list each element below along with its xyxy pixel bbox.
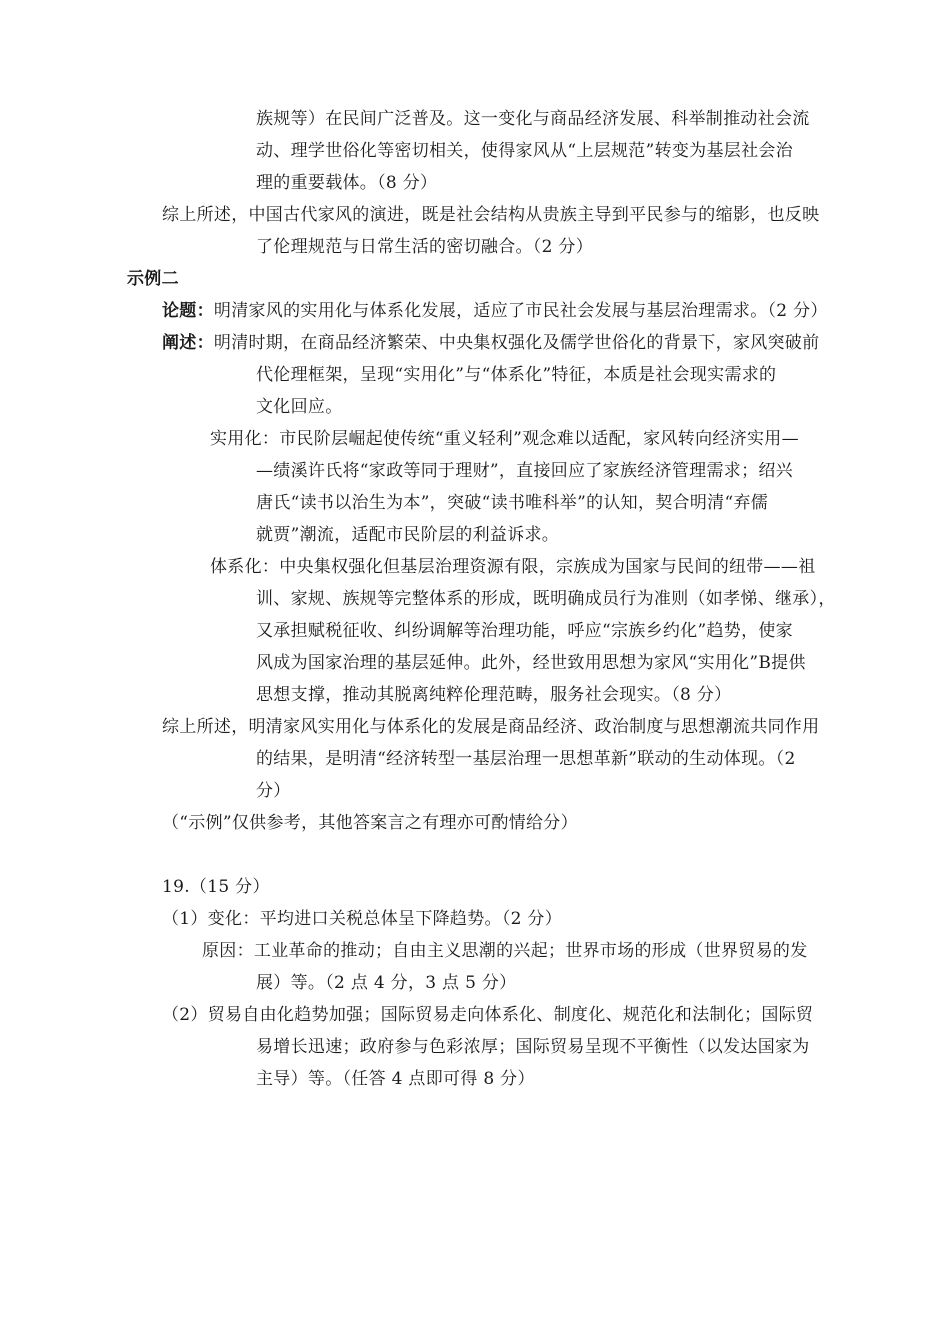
- note-line: （“示例”仅供参考，其他答案言之有理亦可酌情给分）: [162, 813, 578, 833]
- answer-line: 主导）等。（任答 4 点即可得 8 分）: [256, 1069, 535, 1089]
- practical-line: —绩溪许氏将“家政等同于理财”，直接回应了家族经济管理需求；绍兴: [256, 461, 793, 481]
- paragraph-line: 理的重要载体。（8 分）: [256, 173, 438, 193]
- practical-line: 唐氏“读书以治生为本”，突破“读书唯科举”的认知，契合明清“弃儒: [256, 493, 769, 513]
- elaboration-label: 阐述：: [162, 333, 214, 353]
- elaboration-line: 代伦理框架，呈现“实用化”与“体系化”特征，本质是社会现实需求的: [256, 365, 777, 385]
- paragraph-line: 族规等）在民间广泛普及。这一变化与商品经济发展、科举制推动社会流: [256, 109, 810, 129]
- thesis-text: 明清家风的实用化与体系化发展，适应了市民社会发展与基层治理需求。（2 分）: [213, 301, 828, 321]
- thesis-label: 论题：: [162, 301, 214, 321]
- paragraph-line: 动、理学世俗化等密切相关，使得家风从“上层规范”转变为基层社会治: [256, 141, 793, 161]
- answer-line: （1）变化：平均进口关税总体呈下降趋势。（2 分）: [162, 909, 563, 929]
- system-line: 风成为国家治理的基层延伸。此外，经世致用思想为家风“实用化”B提供: [256, 653, 806, 673]
- practical-line: 就贾”潮流，适配市民阶层的利益诉求。: [256, 525, 560, 545]
- system-line: 训、家规、族规等完整体系的形成，既明确成员行为准则（如孝悌、继承），: [256, 589, 836, 609]
- summary-line: 分）: [256, 781, 291, 801]
- elaboration-line: [162, 332, 819, 354]
- practical-line: 实用化：市民阶层崛起使传统“重义轻利”观念难以适配，家风转向经济实用—: [210, 429, 799, 449]
- question-title: 19.（15 分）: [162, 877, 270, 897]
- summary-line: 的结果，是明清“经济转型一基层治理一思想革新”联动的生动体现。（2: [256, 749, 796, 769]
- answer-line: （2）贸易自由化趋势加强；国际贸易走向体系化、制度化、规范化和法制化；国际贸: [162, 1005, 814, 1025]
- elaboration-line: 文化回应。: [256, 397, 343, 417]
- thesis-line: [162, 300, 828, 322]
- example-heading: 示例二: [127, 269, 179, 289]
- system-line: 思想支撑，推动其脱离纯粹伦理范畴，服务社会现实。（8 分）: [256, 685, 732, 705]
- summary-line: 了伦理规范与日常生活的密切融合。（2 分）: [256, 237, 594, 257]
- system-line: 体系化：中央集权强化但基层治理资源有限，宗族成为国家与民间的纽带——祖: [210, 557, 816, 577]
- answer-line: 展）等。（2 点 4 分，3 点 5 分）: [256, 973, 517, 993]
- system-line: 又承担赋税征收、纠纷调解等治理功能，呼应“宗族乡约化”趋势，使家: [256, 621, 793, 641]
- answer-line: 易增长迅速；政府参与色彩浓厚；国际贸易呈现不平衡性（以发达国家为: [256, 1037, 810, 1057]
- summary-line: 综上所述，中国古代家风的演进，既是社会结构从贵族主导到平民参与的缩影，也反映: [162, 205, 820, 225]
- summary-line: 综上所述，明清家风实用化与体系化的发展是商品经济、政治制度与思想潮流共同作用: [162, 717, 820, 737]
- elaboration-text: 明清时期，在商品经济繁荣、中央集权强化及儒学世俗化的背景下，家风突破前: [213, 333, 820, 353]
- answer-line: 原因：工业革命的推动；自由主义思潮的兴起；世界市场的形成（世界贸易的发: [202, 941, 808, 961]
